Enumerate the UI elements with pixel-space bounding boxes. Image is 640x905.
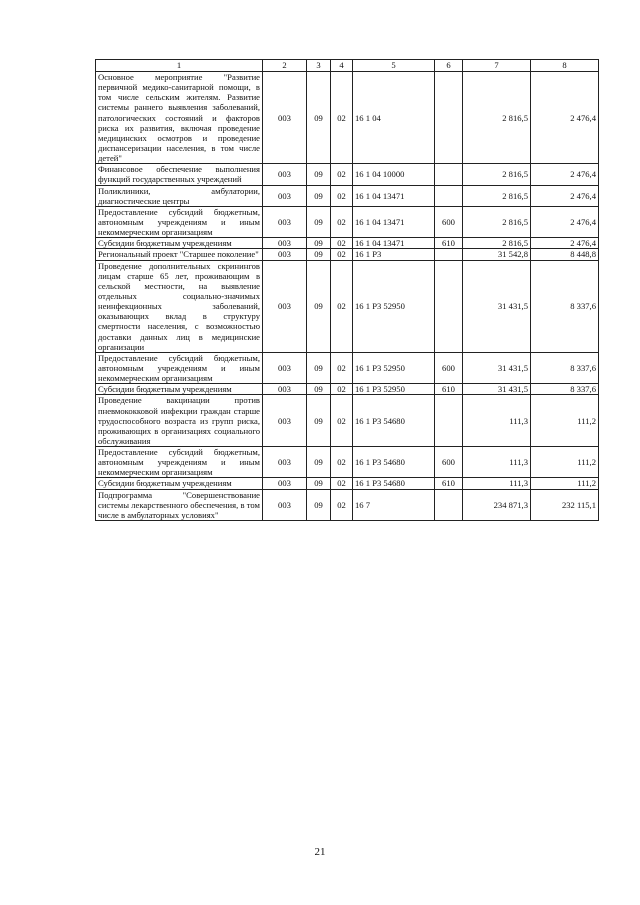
row-amount-1: 31 542,8 [463,249,531,260]
table-row [96,489,599,520]
row-expense-type [435,164,463,185]
row-amount-2: 2 476,4 [531,164,599,185]
row-target-article: 16 1 04 13471 [353,206,435,237]
row-amount-1: 234 871,3 [463,489,531,520]
table-row [96,185,599,206]
table-row [96,447,599,478]
row-amount-2: 8 448,8 [531,249,599,260]
row-section-code: 09 [307,238,331,249]
row-section-code: 09 [307,395,331,447]
row-grbs-code: 003 [263,249,307,260]
row-section-code: 09 [307,384,331,395]
row-amount-1: 111,3 [463,447,531,478]
row-name: Предоставление субсидий бюджетным, автономным учреждениям и иным некоммерческим организациям [96,447,263,478]
row-target-article: 16 1 P3 52950 [353,352,435,383]
row-subsection-code: 02 [331,447,353,478]
row-amount-2: 111,2 [531,395,599,447]
row-subsection-code: 02 [331,384,353,395]
column-header-4: 4 [331,60,353,72]
row-subsection-code: 02 [331,238,353,249]
row-target-article: 16 7 [353,489,435,520]
row-section-code: 09 [307,478,331,489]
row-grbs-code: 003 [263,206,307,237]
row-grbs-code: 003 [263,395,307,447]
row-section-code: 09 [307,164,331,185]
row-target-article: 16 1 P3 52950 [353,384,435,395]
row-expense-type: 600 [435,206,463,237]
row-subsection-code: 02 [331,72,353,164]
row-amount-1: 2 816,5 [463,185,531,206]
table-row [96,206,599,237]
row-section-code: 09 [307,260,331,352]
row-subsection-code: 02 [331,395,353,447]
row-grbs-code: 003 [263,72,307,164]
row-target-article: 16 1 P3 54680 [353,447,435,478]
row-amount-1: 2 816,5 [463,206,531,237]
row-expense-type: 600 [435,447,463,478]
row-name: Финансовое обеспечение выполнения функций государственных учреждений [96,164,263,185]
row-grbs-code: 003 [263,185,307,206]
row-expense-type: 610 [435,384,463,395]
row-grbs-code: 003 [263,352,307,383]
row-subsection-code: 02 [331,185,353,206]
row-section-code: 09 [307,489,331,520]
row-expense-type: 610 [435,478,463,489]
row-subsection-code: 02 [331,352,353,383]
table-header-row [96,60,599,72]
row-subsection-code: 02 [331,164,353,185]
row-subsection-code: 02 [331,489,353,520]
row-amount-1: 31 431,5 [463,352,531,383]
row-expense-type [435,260,463,352]
row-subsection-code: 02 [331,260,353,352]
row-expense-type: 600 [435,352,463,383]
row-amount-1: 31 431,5 [463,384,531,395]
row-name: Субсидии бюджетным учреждениям [96,238,263,249]
row-target-article: 16 1 04 13471 [353,185,435,206]
table-row [96,238,599,249]
row-name: Региональный проект "Старшее поколение" [96,249,263,260]
row-grbs-code: 003 [263,238,307,249]
row-expense-type [435,489,463,520]
row-amount-2: 8 337,6 [531,260,599,352]
row-expense-type [435,72,463,164]
row-name: Предоставление субсидий бюджетным, автономным учреждениям и иным некоммерческим организациям [96,206,263,237]
row-amount-2: 2 476,4 [531,206,599,237]
row-amount-1: 2 816,5 [463,164,531,185]
row-amount-1: 111,3 [463,395,531,447]
table-row [96,260,599,352]
row-section-code: 09 [307,249,331,260]
row-expense-type [435,395,463,447]
row-section-code: 09 [307,185,331,206]
row-target-article: 16 1 P3 54680 [353,395,435,447]
row-name: Субсидии бюджетным учреждениям [96,384,263,395]
row-subsection-code: 02 [331,249,353,260]
table-row [96,72,599,164]
row-expense-type: 610 [435,238,463,249]
row-amount-2: 8 337,6 [531,352,599,383]
row-target-article: 16 1 P3 [353,249,435,260]
row-grbs-code: 003 [263,164,307,185]
column-header-2: 2 [263,60,307,72]
table-row [96,352,599,383]
column-header-3: 3 [307,60,331,72]
column-header-8: 8 [531,60,599,72]
row-amount-1: 111,3 [463,478,531,489]
row-name: Предоставление субсидий бюджетным, автономным учреждениям и иным некоммерческим организациям [96,352,263,383]
table-row [96,478,599,489]
row-expense-type [435,185,463,206]
column-header-6: 6 [435,60,463,72]
row-name: Поликлиники, амбулатории, диагностические центры [96,185,263,206]
row-amount-2: 232 115,1 [531,489,599,520]
table-row [96,164,599,185]
column-header-1: 1 [96,60,263,72]
row-name: Подпрограмма "Совершенствование системы лекарственного обеспечения, в том числе в амбулаторных условиях" [96,489,263,520]
row-amount-2: 2 476,4 [531,72,599,164]
row-expense-type [435,249,463,260]
row-amount-1: 2 816,5 [463,238,531,249]
table-row [96,249,599,260]
page-number: 21 [314,846,326,858]
row-amount-2: 111,2 [531,478,599,489]
column-header-7: 7 [463,60,531,72]
row-section-code: 09 [307,72,331,164]
table-row [96,395,599,447]
row-name: Основное мероприятие "Развитие первичной медико-санитарной помощи, в том числе сельским жителям. Развитие системы раннего выявления заболеваний, патологических состояний и факторов риска их развития, включая проведение медицинских осмотров и проведение диспансеризации населения, в том числе детей" [96,72,263,164]
table-body [96,72,599,521]
row-amount-2: 111,2 [531,447,599,478]
row-amount-1: 2 816,5 [463,72,531,164]
row-grbs-code: 003 [263,447,307,478]
budget-table [95,59,599,521]
row-target-article: 16 1 P3 52950 [353,260,435,352]
row-section-code: 09 [307,352,331,383]
table-row [96,384,599,395]
row-target-article: 16 1 04 13471 [353,238,435,249]
column-header-5: 5 [353,60,435,72]
row-grbs-code: 003 [263,489,307,520]
row-section-code: 09 [307,206,331,237]
row-subsection-code: 02 [331,478,353,489]
row-target-article: 16 1 04 [353,72,435,164]
row-section-code: 09 [307,447,331,478]
row-amount-2: 2 476,4 [531,238,599,249]
row-name: Проведение вакцинации против пневмококковой инфекции граждан старше трудоспособного возраста из групп риска, проживающих в организациях социального обслуживания [96,395,263,447]
row-amount-2: 8 337,6 [531,384,599,395]
row-name: Проведение дополнительных скринингов лицам старше 65 лет, проживающим в сельской местности, на выявление отдельных социально-значимых неинфекционных заболеваний, оказывающих вклад в структуру смертности населения, с возможностью доставки данных лиц в медицинские организации [96,260,263,352]
row-grbs-code: 003 [263,384,307,395]
row-amount-2: 2 476,4 [531,185,599,206]
row-subsection-code: 02 [331,206,353,237]
row-grbs-code: 003 [263,260,307,352]
row-grbs-code: 003 [263,478,307,489]
row-name: Субсидии бюджетным учреждениям [96,478,263,489]
row-amount-1: 31 431,5 [463,260,531,352]
row-target-article: 16 1 04 10000 [353,164,435,185]
row-target-article: 16 1 P3 54680 [353,478,435,489]
